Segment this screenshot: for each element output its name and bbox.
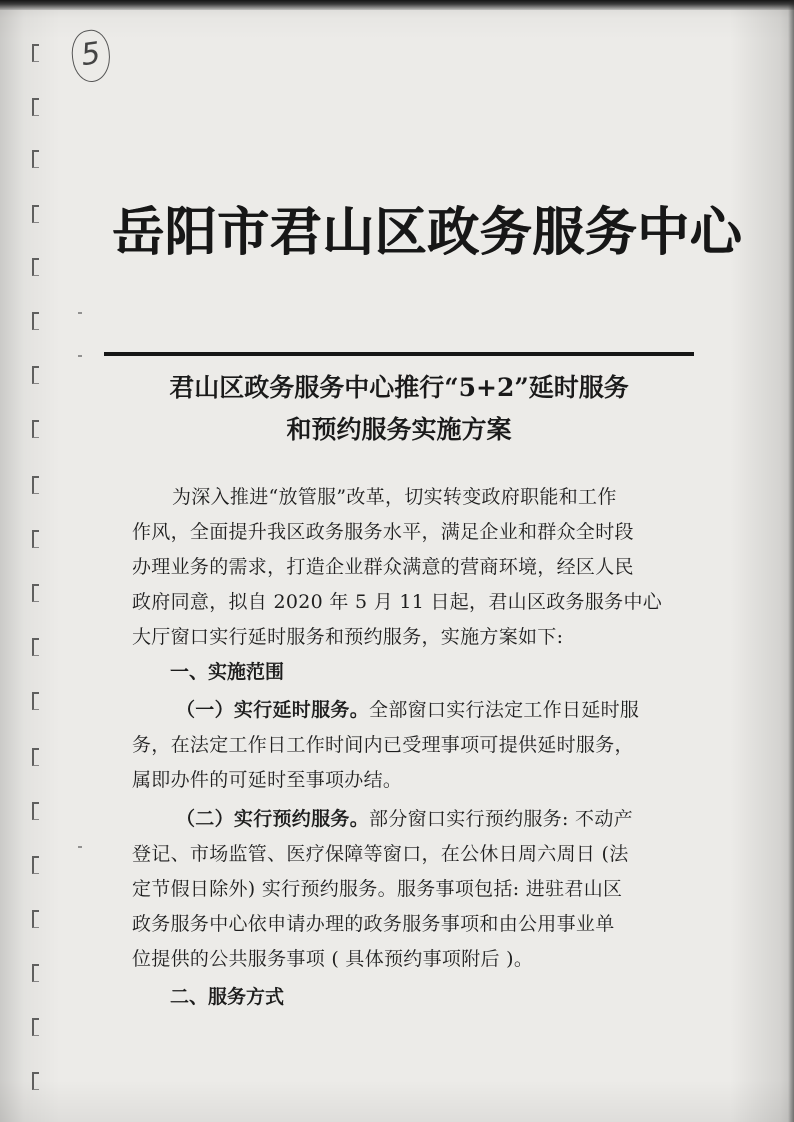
binding-hole-mark bbox=[32, 98, 39, 116]
binding-hole-mark bbox=[32, 420, 39, 438]
binding-hole-mark bbox=[32, 476, 39, 494]
item2-line-rest: 部分窗口实行预约服务: 不动产 bbox=[369, 808, 633, 830]
item2-line: 政务服务中心依申请办理的政务服务事项和由公用事业单 bbox=[132, 913, 615, 935]
binding-hole-mark bbox=[32, 964, 39, 982]
binding-hole-mark bbox=[32, 584, 39, 602]
notice-title-line-1: 君山区政务服务中心推行“5+2”延时服务 bbox=[169, 373, 629, 402]
binding-hole-mark bbox=[32, 748, 39, 766]
notice-title-line-2: 和预约服务实施方案 bbox=[286, 415, 512, 444]
item1-first-line bbox=[176, 699, 736, 721]
item2-line: 登记、市场监管、医疗保障等窗口，在公休日周六周日 (法 bbox=[132, 843, 629, 865]
binding-hole-mark bbox=[32, 638, 39, 656]
item2-bold-label: （二）实行预约服务。 bbox=[176, 808, 370, 830]
item1-bold-label: （一）实行延时服务。 bbox=[176, 699, 370, 721]
binding-hole-mark bbox=[32, 856, 39, 874]
binding-hole-mark bbox=[32, 1072, 39, 1090]
section-heading-service: 二、服务方式 bbox=[170, 986, 285, 1008]
binding-hole-mark bbox=[32, 258, 39, 276]
section-heading-scope: 一、实施范围 bbox=[170, 661, 285, 683]
binding-hole-mark bbox=[32, 312, 39, 330]
item2-first-line bbox=[176, 808, 736, 830]
intro-line: 办理业务的需求，打造企业群众满意的营商环境，经区人民 bbox=[132, 556, 634, 578]
scan-speck bbox=[78, 312, 82, 314]
intro-line: 为深入推进“放管服”改革，切实转变政府职能和工作 bbox=[172, 486, 617, 508]
scan-speck bbox=[78, 355, 82, 357]
header-divider bbox=[104, 352, 694, 356]
intro-line: 作风，全面提升我区政务服务水平，满足企业和群众全时段 bbox=[132, 521, 634, 543]
binding-hole-mark bbox=[32, 802, 39, 820]
binding-hole-mark bbox=[32, 530, 39, 548]
item2-line: 位提供的公共服务事项 ( 具体预约事项附后 )。 bbox=[132, 948, 534, 970]
handwritten-page-number: 5 bbox=[69, 28, 114, 85]
item2-line: 定节假日除外) 实行预约服务。服务事项包括: 进驻君山区 bbox=[132, 878, 623, 900]
binding-hole-mark bbox=[32, 205, 39, 223]
binding-hole-mark bbox=[32, 44, 39, 62]
scan-top-edge bbox=[0, 0, 794, 10]
issuer-title: 岳阳市君山区政务服务中心 bbox=[112, 202, 743, 263]
item1-line: 属即办件的可延时至事项办结。 bbox=[132, 769, 403, 791]
binding-hole-mark bbox=[32, 1018, 39, 1036]
intro-line: 大厅窗口实行延时服务和预约服务，实施方案如下: bbox=[132, 626, 564, 648]
scan-speck bbox=[78, 846, 82, 848]
intro-line: 政府同意，拟自 2020 年 5 月 11 日起，君山区政务服务中心 bbox=[132, 591, 663, 613]
binding-hole-mark bbox=[32, 692, 39, 710]
binding-hole-mark bbox=[32, 910, 39, 928]
binding-hole-mark bbox=[32, 150, 39, 168]
item1-line-rest: 全部窗口实行法定工作日延时服 bbox=[369, 699, 640, 721]
item1-line: 务，在法定工作日工作时间内已受理事项可提供延时服务， bbox=[132, 734, 634, 756]
scan-right-edge bbox=[788, 0, 794, 1122]
binding-hole-mark bbox=[32, 366, 39, 384]
